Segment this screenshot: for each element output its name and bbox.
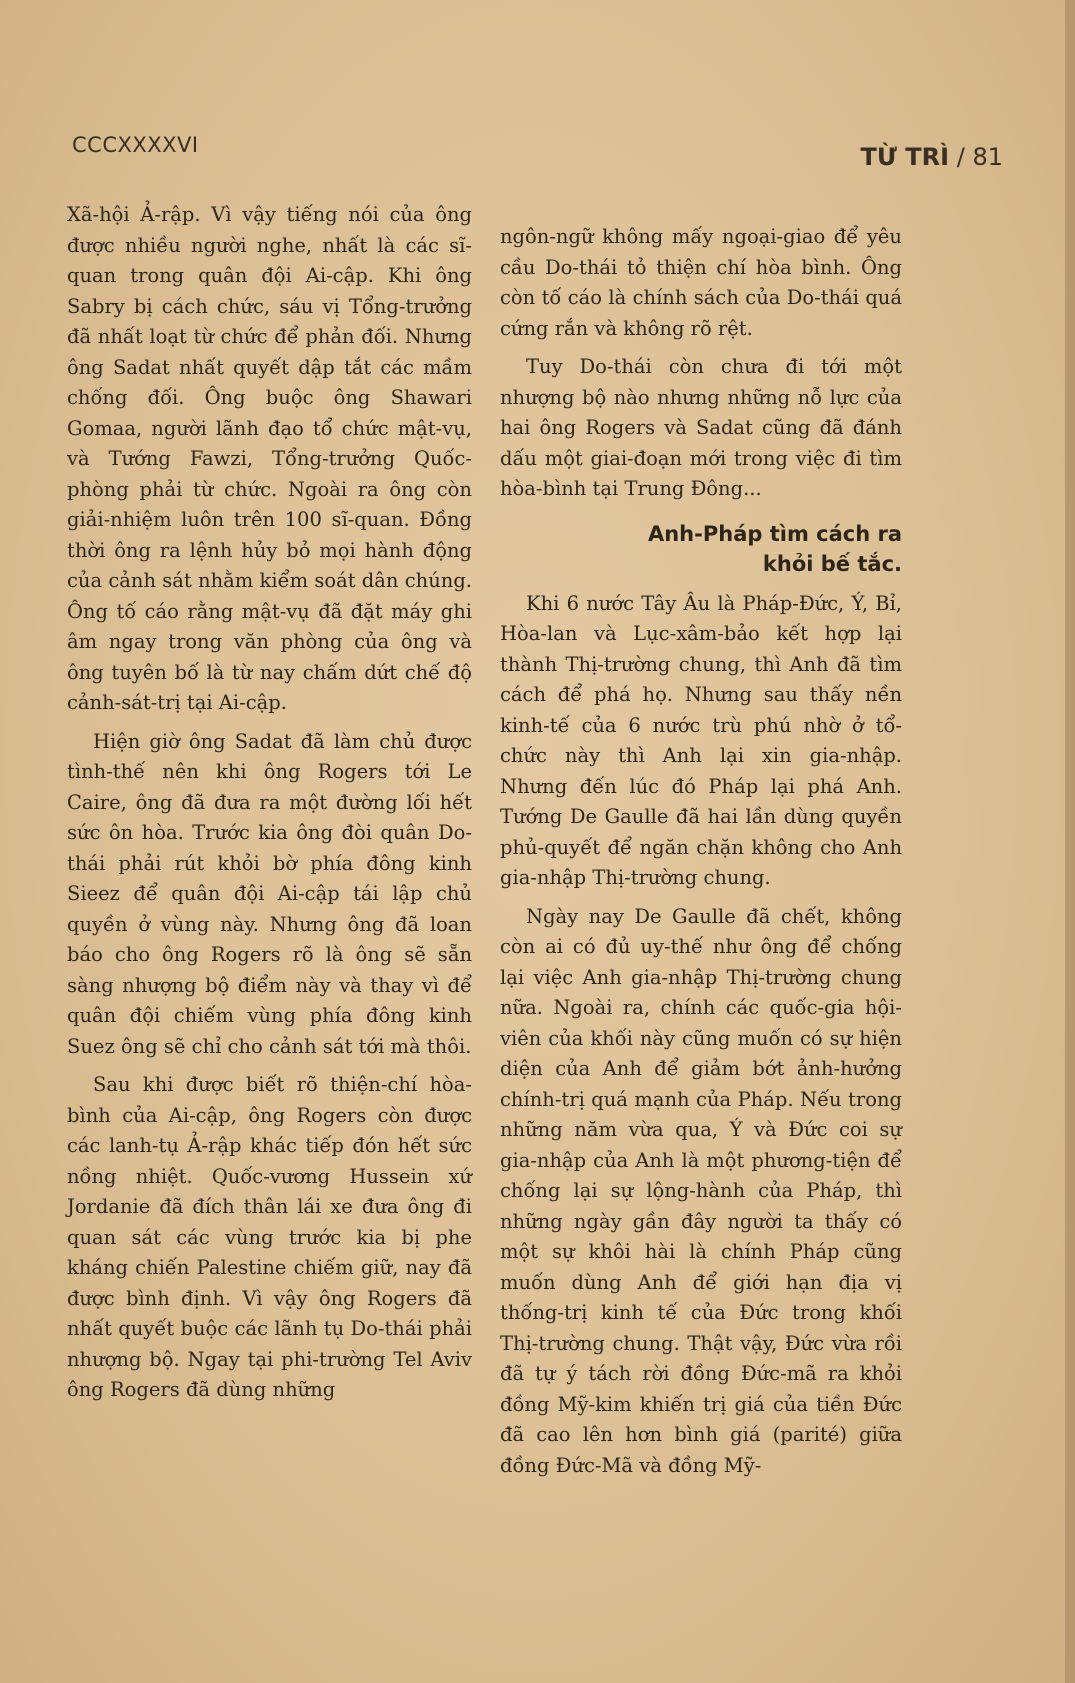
paragraph: Ngày nay De Gaulle đã chết, không còn ai có đủ uy-thế như ông để chống lại việc Anh gia-nhập Thị-trường chung nữa. Ngoài ra, chính các quốc-gia hội-viên của khối này cũng muốn có sự hiện diện của Anh để giảm bớt ảnh-hưởng chính-trị quá mạnh của Pháp. Nếu trong những năm vừa qua, Ý và Đức coi sự gia-nhập của Anh là một phương-tiện để chống lại sự lộng-hành của Pháp, thì những ngày gần đây người ta thấy có một sự khôi hài là chính Pháp cũng muốn dùng Anh để giới hạn địa vị thống-trị kinh tế của Đức trong khối Thị-trường chung. Thật vậy, Đức vừa rồi đã tự ý tách rời đồng Đức-mã ra khỏi đồng Mỹ-kim khiến trị giá của tiền Đức đã cao lên hơn bình giá (parité) giữa đồng Đức-Mã và đồng Mỹ- (500, 904, 902, 1477)
issue-number: CCCXXXXVI (72, 133, 199, 157)
section-heading: Anh-Pháp tìm cách ra khỏi bế tắc. (647, 521, 902, 576)
paragraph: ngôn-ngữ không mấy ngoại-giao để yêu cầu Do-thái tỏ thiện chí hòa bình. Ông còn tố cáo là chính sách của Do-thái quá cứng rắn và không rõ rệt. (500, 225, 902, 340)
page-number: / 81 (956, 143, 1003, 171)
paragraph: Tuy Do-thái còn chưa đi tới một nhượng bộ nào nhưng những nỗ lực của hai ông Rogers và Sadat cũng đã đánh dấu một giai-đoạn mới trong việc đi tìm hòa-bình tại Trung Đông... (500, 355, 902, 500)
paragraph: Hiện giờ ông Sadat đã làm chủ được tình-thế nên khi ông Rogers tới Le Caire, ông đã đưa ra một đường lối hết sức ôn hòa. Trước kia ông đòi quân Do-thái phải rút khỏi bờ phía đông kinh Sieez để quân đội Ai-cập tái lập chủ quyền ở vùng này. Nhưng ông đã loan báo cho ông Rogers rõ là ông sẽ sẵn sàng nhượng bộ điểm này và thay vì để quân đội chiếm vùng phía đông kinh Suez ông sẽ chỉ cho cảnh sát tới mà thôi. (67, 729, 472, 1058)
publication-title: TỪ TRÌ (860, 143, 950, 171)
paragraph: Khi 6 nước Tây Âu là Pháp-Đức, Ý, Bỉ, Hòa-lan và Lục-xâm-bảo kết hợp lại thành Thị-trường chung, thì Anh đã tìm cách để phá họ. Nhưng sau thấy nền kinh-tế của 6 nước trù phú nhờ ở tổ-chức này thì Anh lại xin gia-nhập. Nhưng đến lúc đó Pháp lại phá Anh. Tướng De Gaulle đã hai lần dùng quyền phủ-quyết để ngăn chặn không cho Anh gia-nhập Thị-trường chung. (500, 591, 902, 889)
paragraph: Xã-hội Ả-rập. Vì vậy tiếng nói của ông được nhiều người nghe, nhất là các sĩ-quan trong quân đội Ai-cập. Khi ông Sabry bị cách chức, sáu vị Tổng-trưởng đã nhất loạt từ chức để phản đối. Nhưng ông Sadat nhất quyết dập tắt các mầm chống đối. Ông buộc ông Shawari Gomaa, người lãnh đạo tổ chức mật-vụ, và Tướng Fawzi, Tổng-trưởng Quốc-phòng phải từ chức. Ngoài ra ông còn giải-nhiệm luôn trên 100 sĩ-quan. Đồng thời ông ra lệnh hủy bỏ mọi hành động của cảnh sát nhằm kiểm soát dân chúng. Ông tố cáo rằng mật-vụ đã đặt máy ghi âm ngay trong văn phòng của ông và ông tuyên bố là từ nay chấm dứt chế độ cảnh-sát-trị tại Ai-cập. (67, 203, 472, 714)
left-column (67, 200, 472, 1414)
right-column (500, 222, 902, 1489)
running-header (861, 143, 1003, 171)
paragraph: Sau khi được biết rõ thiện-chí hòa-bình của Ai-cập, ông Rogers còn được các lanh-tụ Ả-rập khác tiếp đón hết sức nồng nhiệt. Quốc-vương Hussein xứ Jordanie đã đích thân lái xe đưa ông đi quan sát các vùng trước kia bị phe kháng chiến Palestine chiếm giữ, nay đã được bình định. Vì vậy ông Rogers đã nhất quyết buộc các lãnh tụ Do-thái phải nhượng bộ. Ngay tại phi-trường Tel Aviv ông Rogers đã dùng những (67, 1073, 472, 1401)
